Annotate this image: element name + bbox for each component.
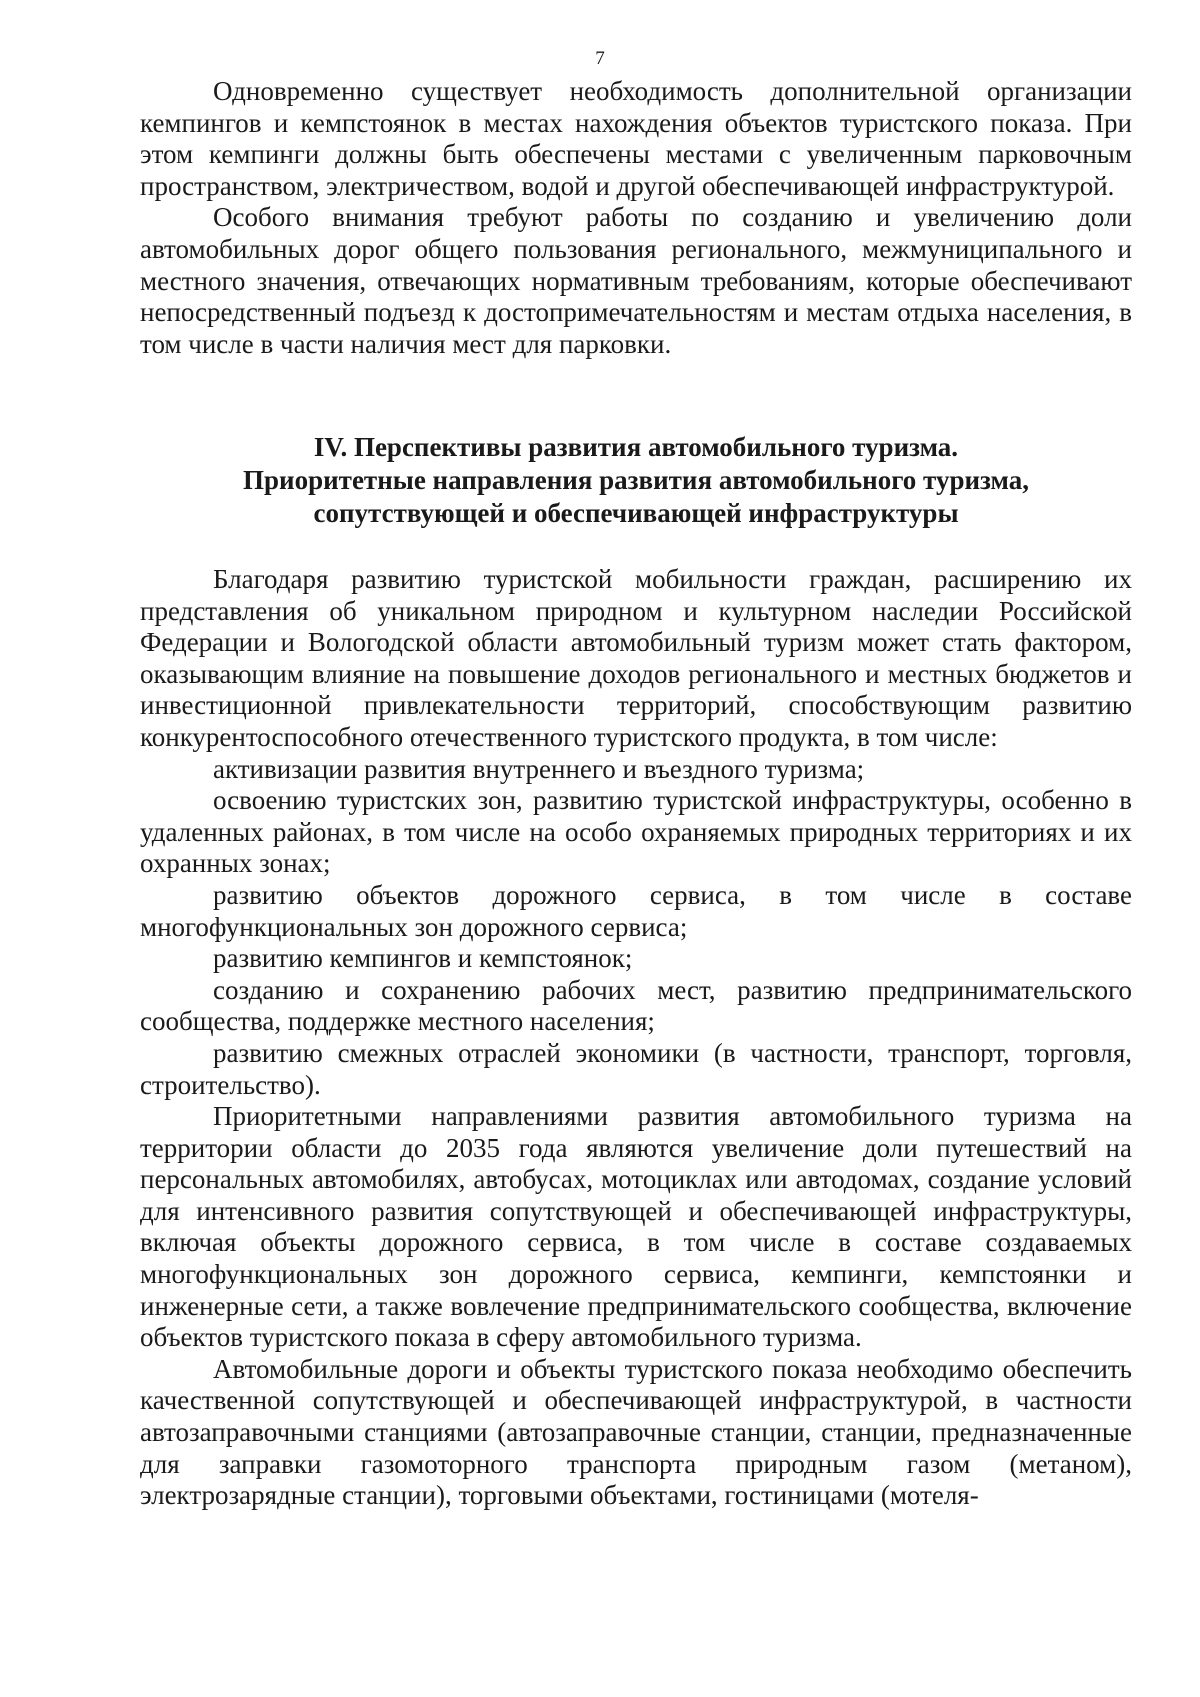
section-heading-line: сопутствующей и обеспечивающей инфраструктуры	[313, 498, 959, 528]
section-heading-line: IV. Перспективы развития автомобильного туризма.	[313, 432, 959, 462]
list-item: освоению туристских зон, развитию туристской инфраструктуры, особенно в удаленных районах, в том числе на особо охраняемых природных территориях и их охранных зонах;	[140, 785, 1132, 879]
page-number: 7	[595, 48, 605, 69]
paragraph: Автомобильные дороги и объекты туристского показа необходимо обеспечить качественной сопутствующей и обеспечивающей инфраструктурой, в частности автозаправочными станциями (автозаправочные станции, станции, предназначенные для заправки газомоторного транспорта природным газом (метаном), электрозарядные станции), торговыми объектами, гостиницами (мотеля-	[140, 1353, 1132, 1511]
body-text-block	[140, 564, 1132, 1512]
paragraph: Приоритетными направлениями развития автомобильного туризма на территории области до 2035 года являются увеличение доли путешествий на персональных автомобилях, автобусах, мотоциклах или автодомах, создание условий для интенсивного развития сопутствующей и обеспечивающей инфраструктуры, включая объекты дорожного сервиса, в том числе в составе создаваемых многофункциональных зон дорожного сервиса, кемпинги, кемпстоянки и инженерные сети, а также вовлечение предпринимательского сообщества, включение объектов туристского показа в сферу автомобильного туризма.	[140, 1101, 1132, 1353]
list-item: развитию объектов дорожного сервиса, в том числе в составе многофункциональных зон дорожного сервиса;	[140, 879, 1132, 942]
list-item: созданию и сохранению рабочих мест, развитию предпринимательского сообщества, поддержке местного населения;	[140, 974, 1132, 1037]
list-item: активизации развития внутреннего и въездного туризма;	[213, 753, 865, 784]
section-heading	[140, 431, 1132, 530]
section-heading-line: Приоритетные направления развития автомобильного туризма,	[243, 465, 1029, 495]
paragraph: Благодаря развитию туристской мобильности граждан, расширению их представления об уникальном природном и культурном наследии Российской Федерации и Вологодской области автомобильный туризм может стать фактором, оказывающим влияние на повышение доходов регионального и местных бюджетов и инвестиционной привлекательности территорий, способствующим развитию конкурентоспособного отечественного туристского продукта, в том числе:	[140, 564, 1132, 752]
paragraph: Особого внимания требуют работы по созданию и увеличению доли автомобильных дорог общего пользования регионального, межмуниципального и местного значения, отвечающих нормативным требованиям, которые обеспечивают непосредственный подъезд к достопримечательностям и местам отдыха населения, в том числе в части наличия мест для парковки.	[140, 202, 1132, 359]
list-item: развитию смежных отраслей экономики (в частности, транспорт, торговля, строительство).	[140, 1037, 1132, 1100]
list-item: развитию кемпингов и кемпстоянок;	[213, 943, 633, 974]
paragraph: Одновременно существует необходимость дополнительной организации кемпингов и кемпстоянок в местах нахождения объектов туристского показа. При этом кемпинги должны быть обеспечены местами с увеличенным парковочным пространством, электричеством, водой и другой обеспечивающей инфраструктурой.	[140, 76, 1132, 201]
intro-text-block	[140, 76, 1132, 360]
